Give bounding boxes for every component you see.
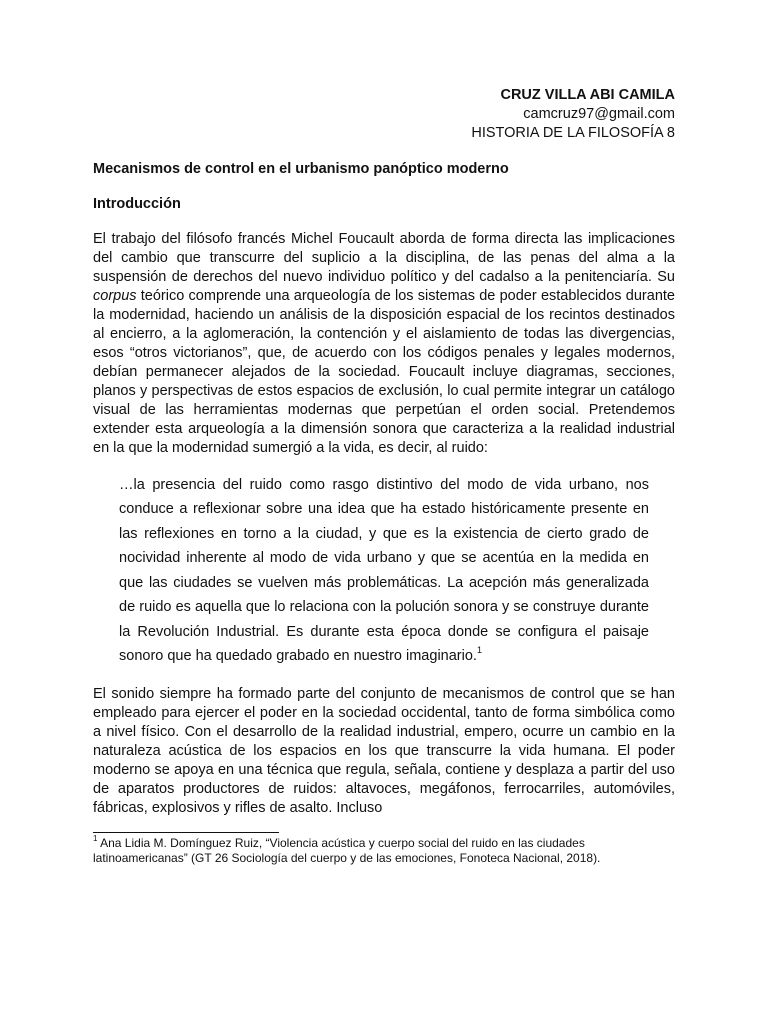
footnote-number: 1	[93, 834, 98, 843]
footnote-reference: 1	[476, 645, 482, 656]
paragraph-intro-part1: El trabajo del filósofo francés Michel Foucault aborda de forma directa las implicaciones del cambio que transcurre del suplicio a la disciplina, de las penas del alma a la suspensión de derechos del nuevo individuo político y del cadalso a la penitenciaría. Su	[93, 231, 675, 285]
author-email: camcruz97@gmail.com	[523, 106, 675, 122]
footnote-text: Ana Lidia M. Domínguez Ruiz, “Violencia acústica y cuerpo social del ruido en las ciudades latinoamericanas” (GT 26 Sociología del cuerpo y de las emociones, Fonoteca Nacional, 2018).	[93, 836, 601, 865]
paragraph-intro-italic: corpus	[93, 288, 137, 304]
footnote-separator	[93, 832, 279, 833]
document-header	[93, 86, 675, 143]
footnote	[93, 836, 675, 866]
block-quote-text: …la presencia del ruido como rasgo distintivo del modo de vida urbano, nos conduce a reflexionar sobre una idea que ha estado históricamente presente en las reflexiones en torno a la ciudad, y que es la existencia de cierto grado de nocividad inherente al modo de vida urbano y que se acentúa en la medida en que las ciudades se vuelven más problemáticas. La acepción más generalizada de ruido es aquella que lo relaciona con la polución sonora y se construye durante la Revolución Industrial. Es durante esta época donde se configura el paisaje sonoro que ha quedado grabado en nuestro imaginario.	[119, 476, 649, 664]
paragraph-intro	[93, 230, 675, 458]
document-page	[93, 86, 675, 866]
section-heading-introduccion: Introducción	[93, 196, 181, 212]
paragraph-sonido: El sonido siempre ha formado parte del conjunto de mecanismos de control que se han empleado para ejercer el poder en la sociedad occidental, tanto de forma simbólica como a nivel físico. Con el desarrollo de la realidad industrial, empero, ocurre un cambio en la naturaleza acústica de los espacios en los que transcurre la vida humana. El poder moderno se apoya en una técnica que regula, señala, contiene y desplaza a partir del uso de aparatos productores de ruidos: altavoces, megáfonos, ferrocarriles, automóviles, fábricas, explosivos y rifles de asalto. Incluso	[93, 685, 675, 816]
course-name: HISTORIA DE LA FILOSOFÍA 8	[471, 125, 675, 141]
document-title: Mecanismos de control en el urbanismo panóptico moderno	[93, 161, 509, 177]
author-name: CRUZ VILLA ABI CAMILA	[500, 87, 675, 103]
block-quote	[119, 473, 649, 669]
paragraph-intro-part2: teórico comprende una arqueología de los sistemas de poder establecidos durante la modernidad, haciendo un análisis de la disposición espacial de los recintos destinados al encierro, a la aglomeración, la contención y el aislamiento de todas las divergencias, esos “otros victorianos”, que, de acuerdo con los códigos penales y legales modernos, debían permanecer alejados de la sociedad. Foucault incluye diagramas, secciones, planos y perspectivas de estos espacios de exclusión, lo cual permite integrar un catálogo visual de las herramientas modernas que perpetúan el orden social. Pretendemos extender esta arqueología a la dimensión sonora que caracteriza a la realidad industrial en la que la modernidad sumergió a la vida, es decir, al ruido:	[93, 288, 675, 456]
